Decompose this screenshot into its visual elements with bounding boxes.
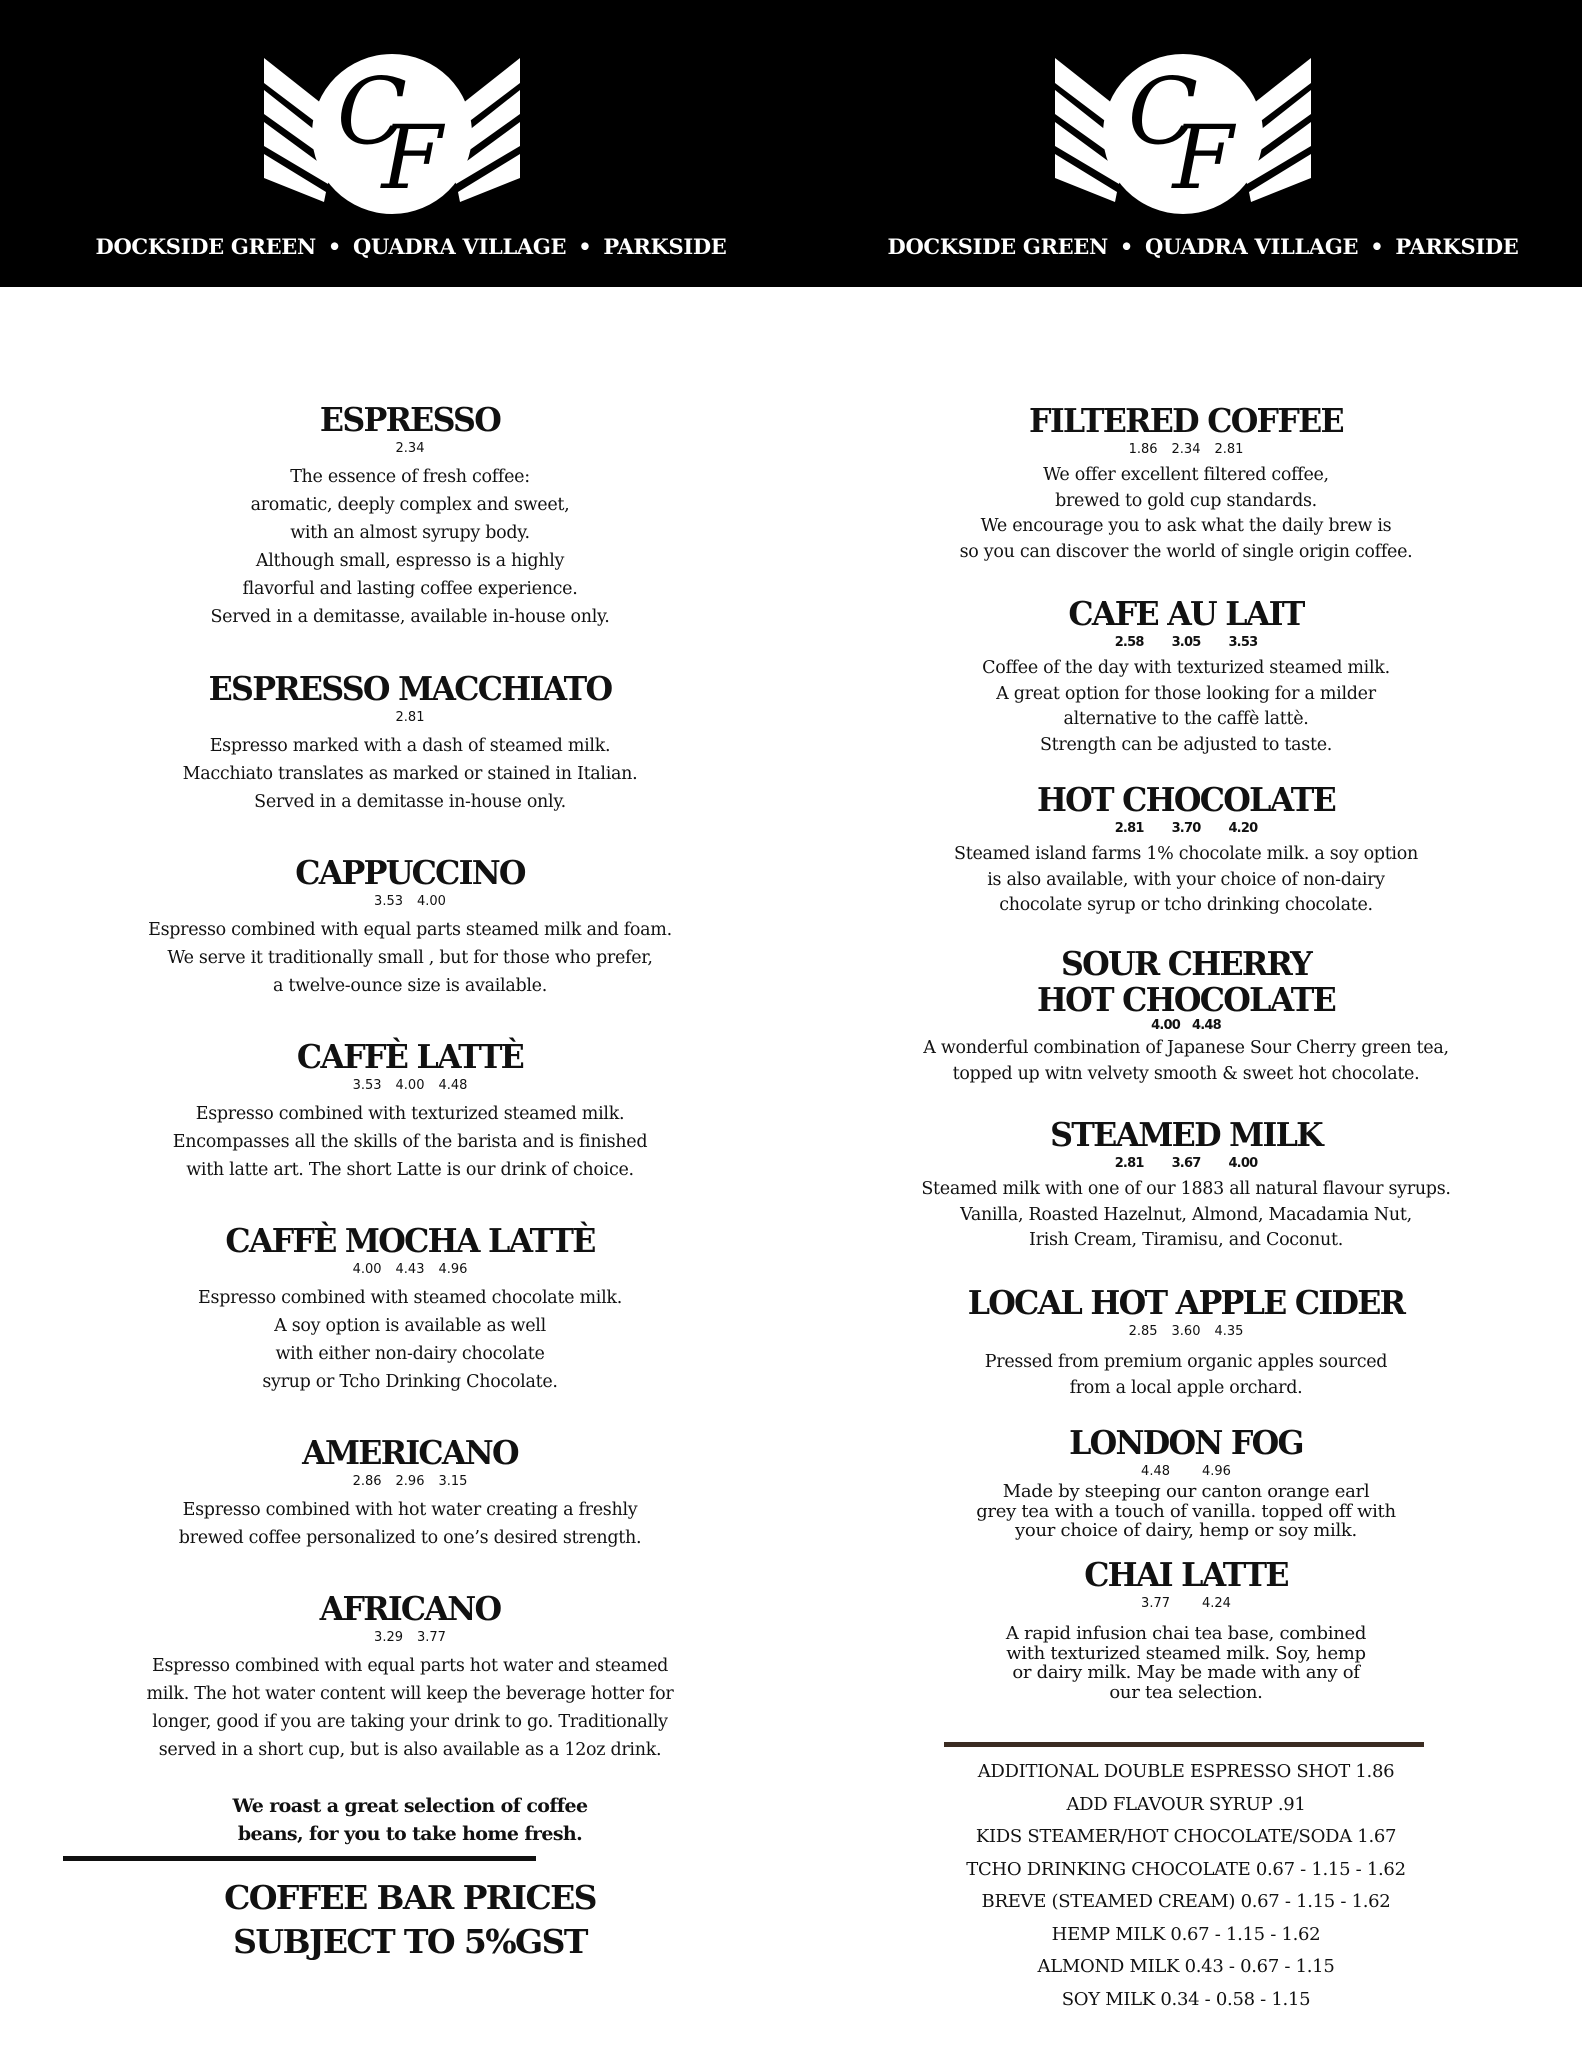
item-description: [95, 1284, 725, 1396]
menu-item-caffe-mocha-latte: [95, 1223, 725, 1396]
add-on-item: TCHO DRINKING CHOCOLATE 0.67 - 1.15 - 1.62: [966, 1858, 1406, 1880]
price: 3.53: [352, 1078, 382, 1093]
description-line: Strength can be adjusted to taste.: [1039, 734, 1333, 755]
price: 3.05: [1171, 635, 1201, 650]
item-prices: [95, 1472, 725, 1492]
description-line: Steamed island farms 1% chocolate milk. a soy option: [954, 844, 1418, 864]
price: 4.43: [395, 1262, 425, 1277]
item-description: [95, 463, 725, 631]
description-line: Espresso combined with hot water creating a freshly: [182, 1500, 638, 1520]
price: 3.29: [374, 1630, 403, 1645]
menu-item-caffe-latte: [95, 1039, 725, 1184]
menu-item-sour-cherry-hot-chocolate: [876, 946, 1496, 1087]
price: 4.96: [438, 1262, 468, 1277]
description-line: grey tea with a touch of vanilla. topped off with: [976, 1500, 1396, 1522]
price: 3.53: [374, 894, 403, 909]
description-line: Macchiato translates as marked or stained in Italian.: [182, 764, 638, 784]
description-line: from a local apple orchard.: [1069, 1377, 1303, 1398]
add-on-item: BREVE (STEAMED CREAM) 0.67 - 1.15 - 1.62: [981, 1891, 1391, 1912]
item-description: [876, 1036, 1496, 1087]
gst-note-line: SUBJECT TO 5%GST: [233, 1922, 587, 1961]
description-line: We offer excellent filtered coffee,: [1043, 465, 1329, 485]
description-line: alternative to the caffè lattè.: [1063, 709, 1309, 729]
divider: [944, 1742, 1424, 1747]
description-line: with either non-dairy chocolate: [275, 1344, 545, 1364]
price: 2.34: [395, 441, 425, 456]
location-name: PARKSIDE: [603, 234, 727, 259]
description-line: brewed coffee personalized to one’s desired strength.: [178, 1528, 642, 1548]
description-line: milk. The hot water content will keep the beverage hotter for: [146, 1684, 674, 1704]
item-title: LOCAL HOT APPLE CIDER: [967, 1283, 1405, 1322]
location-name: DOCKSIDE GREEN: [95, 234, 316, 259]
price: 4.48: [438, 1078, 468, 1093]
item-prices: [876, 1019, 1496, 1033]
description-line: our tea selection.: [1109, 1681, 1263, 1703]
item-title: ESPRESSO: [319, 400, 501, 439]
item-prices: [95, 892, 725, 912]
item-description: [876, 842, 1496, 919]
description-line: A great option for those looking for a milder: [996, 683, 1376, 704]
svg-text:C: C: [1127, 58, 1199, 165]
menu-item-hot-chocolate: [876, 782, 1496, 919]
price: 2.86: [352, 1474, 382, 1489]
separator-dot: •: [1119, 234, 1134, 259]
svg-text:F: F: [1172, 106, 1234, 209]
menu-item-cafe-au-lait: [876, 596, 1496, 758]
description-line: Made by steeping our canton orange earl: [1002, 1481, 1370, 1502]
right-menu-column: [876, 0, 1496, 2048]
description-line: a twelve-ounce size is available.: [273, 976, 547, 996]
description-line: A wonderful combination of Japanese Sour Cherry green tea,: [923, 1038, 1449, 1058]
item-title: CAPPUCCINO: [295, 853, 525, 892]
item-title: ESPRESSO MACCHIATO: [208, 669, 612, 708]
description-line: Espresso combined with steamed chocolate milk.: [198, 1288, 622, 1308]
description-line: Espresso combined with equal parts hot water and steamed: [151, 1656, 669, 1676]
roast-note-line: beans, for you to take home fresh.: [237, 1823, 583, 1845]
description-line: longer, good if you are taking your drink to go. Traditionally: [152, 1712, 668, 1732]
price: 3.15: [438, 1474, 468, 1489]
item-title: LONDON FOG: [1069, 1423, 1303, 1462]
item-prices: [876, 1594, 1496, 1614]
add-on-item: ADDITIONAL DOUBLE ESPRESSO SHOT 1.86: [977, 1761, 1395, 1782]
location-name: DOCKSIDE GREEN: [887, 234, 1108, 259]
price: 3.77: [1141, 1596, 1170, 1611]
description-line: syrup or Tcho Drinking Chocolate.: [262, 1372, 558, 1392]
item-prices: [876, 1462, 1496, 1482]
description-line: Vanilla, Roasted Hazelnut, Almond, Macadamia Nut,: [960, 1204, 1412, 1225]
description-line: Espresso marked with a dash of steamed milk.: [209, 736, 611, 756]
description-line: Espresso combined with texturized steamed milk.: [195, 1104, 625, 1124]
add-on-item: HEMP MILK 0.67 - 1.15 - 1.62: [1051, 1923, 1321, 1945]
roast-note-line: We roast a great selection of coffee: [232, 1795, 588, 1817]
item-description: [95, 1100, 725, 1184]
description-line: topped up witn velvety smooth & sweet hot chocolate.: [952, 1063, 1420, 1084]
price: 4.35: [1214, 1324, 1244, 1339]
item-prices: [95, 708, 725, 728]
item-description: [876, 1624, 1496, 1702]
add-on-item: ADD FLAVOUR SYRUP .91: [1066, 1793, 1306, 1815]
description-line: brewed to gold cup standards.: [1055, 490, 1317, 511]
item-description: [876, 1177, 1496, 1254]
price: 2.85: [1128, 1324, 1158, 1339]
description-line: A soy option is available as well: [274, 1316, 546, 1336]
price: 2.81: [1114, 821, 1144, 836]
item-title: CHAI LATTE: [1084, 1555, 1288, 1594]
description-line: Served in a demitasse in-house only.: [254, 792, 566, 812]
item-prices: [876, 633, 1496, 653]
description-line: Pressed from premium organic apples sourced: [984, 1352, 1388, 1372]
description-line: flavorful and lasting coffee experience.: [242, 579, 578, 599]
item-prices: [876, 1154, 1496, 1174]
item-title: CAFFÈ MOCHA LATTÈ: [225, 1221, 595, 1260]
price: 3.70: [1171, 821, 1201, 836]
item-description: [95, 1496, 725, 1552]
description-line: Irish Cream, Tiramisu, and Coconut.: [1029, 1230, 1343, 1250]
description-line: The essence of fresh coffee:: [290, 467, 530, 487]
separator-dot: •: [578, 234, 592, 259]
item-description: [876, 463, 1496, 565]
description-line: We serve it traditionally small , but for those who prefer,: [167, 948, 653, 968]
item-prices: [95, 1260, 725, 1280]
menu-item-americano: [95, 1435, 725, 1552]
item-prices: [876, 819, 1496, 839]
item-title: FILTERED COFFEE: [1029, 401, 1343, 440]
price: 1.86: [1128, 442, 1158, 457]
left-menu-column: [95, 0, 725, 2048]
description-line: chocolate syrup or tcho drinking chocolate.: [999, 895, 1373, 915]
item-title: SOUR CHERRY: [1060, 944, 1312, 983]
menu-item-cappuccino: [95, 855, 725, 1000]
menu-item-chai-latte: [876, 1557, 1496, 1702]
description-line: Although small, espresso is a highly: [255, 551, 565, 571]
separator-dot: •: [1370, 234, 1384, 259]
description-line: served in a short cup, but is also available as a 12oz drink.: [158, 1740, 662, 1760]
item-prices: [876, 440, 1496, 460]
menu-item-steamed-milk: [876, 1117, 1496, 1254]
description-line: so you can discover the world of single origin coffee.: [959, 541, 1413, 562]
item-prices: [95, 1076, 725, 1096]
description-line: Coffee of the day with texturized steamed milk.: [982, 658, 1390, 678]
item-prices: [95, 439, 725, 459]
item-title: STEAMED MILK: [1050, 1115, 1322, 1154]
add-on-item: KIDS STEAMER/HOT CHOCOLATE/SODA 1.67: [975, 1826, 1397, 1847]
roast-note: [95, 1792, 725, 1848]
location-name: QUADRA VILLAGE: [1145, 234, 1359, 259]
price: 2.96: [395, 1474, 425, 1489]
price: 4.48: [1141, 1464, 1170, 1479]
price: 3.60: [1171, 1324, 1201, 1339]
description-line: Encompasses all the skills of the barista and is finished: [172, 1132, 648, 1152]
item-prices: [95, 1628, 725, 1648]
price: 4.96: [1202, 1464, 1231, 1479]
menu-item-espresso: [95, 402, 725, 631]
description-line: or dairy milk. May be made with any of: [1012, 1662, 1360, 1683]
price: 4.00: [1151, 1018, 1180, 1033]
gst-note-line: COFFEE BAR PRICES: [224, 1878, 596, 1917]
item-title: AFRICANO: [319, 1589, 501, 1628]
item-description: [876, 656, 1496, 758]
description-line: with texturized steamed milk. Soy, hemp: [1006, 1642, 1366, 1664]
item-description: [876, 1482, 1496, 1541]
price: 2.81: [1114, 1156, 1144, 1171]
item-title: CAFFÈ LATTÈ: [296, 1037, 524, 1076]
menu-item-africano: [95, 1591, 725, 1764]
description-line: Espresso combined with equal parts steamed milk and foam.: [148, 920, 672, 940]
price: 4.00: [352, 1262, 382, 1277]
add-on-item: ALMOND MILK 0.43 - 0.67 - 1.15: [1037, 1956, 1335, 1977]
price: 2.81: [395, 710, 425, 725]
price: 3.53: [1228, 635, 1258, 650]
location-name: QUADRA VILLAGE: [353, 234, 567, 259]
item-title: AMERICANO: [302, 1433, 518, 1472]
description-line: is also available, with your choice of non-dairy: [987, 869, 1385, 890]
item-description: [876, 1350, 1496, 1401]
item-title: HOT CHOCOLATE: [1036, 780, 1336, 819]
price: 4.00: [1228, 1156, 1258, 1171]
item-prices: [876, 1322, 1496, 1342]
price: 4.00: [417, 894, 446, 909]
description-line: your choice of dairy, hemp or soy milk.: [1015, 1520, 1357, 1541]
description-line: aromatic, deeply complex and sweet,: [250, 495, 570, 515]
price: 4.24: [1202, 1596, 1231, 1611]
divider: [63, 1856, 536, 1861]
price: 4.00: [395, 1078, 425, 1093]
item-title: HOT CHOCOLATE: [1036, 980, 1336, 1019]
gst-note: [95, 1876, 725, 1964]
menu-item-london-fog: [876, 1425, 1496, 1541]
description-line: We encourage you to ask what the daily brew is: [980, 516, 1392, 536]
description-line: Steamed milk with one of our 1883 all natural flavour syrups.: [921, 1179, 1451, 1199]
menu-item-filtered-coffee: [876, 403, 1496, 565]
description-line: with latte art. The short Latte is our drink of choice.: [186, 1160, 634, 1180]
price: 3.67: [1171, 1156, 1201, 1171]
location-name: PARKSIDE: [1395, 234, 1519, 259]
price: 4.20: [1228, 821, 1258, 836]
svg-text:F: F: [381, 106, 443, 209]
item-description: [95, 732, 725, 816]
price: 4.48: [1192, 1018, 1221, 1033]
description-line: Served in a demitasse, available in-house only.: [210, 607, 610, 627]
svg-text:C: C: [336, 58, 408, 165]
description-line: with an almost syrupy body.: [290, 523, 530, 543]
separator-dot: •: [327, 234, 342, 259]
item-description: [95, 916, 725, 1000]
menu-item-espresso-macchiato: [95, 671, 725, 816]
add-ons-list: [876, 1756, 1496, 2016]
item-description: [95, 1652, 725, 1764]
price: 2.58: [1114, 635, 1144, 650]
price: 3.77: [417, 1630, 446, 1645]
add-on-item: SOY MILK 0.34 - 0.58 - 1.15: [1061, 1988, 1311, 2010]
description-line: A rapid infusion chai tea base, combined: [1005, 1623, 1367, 1644]
item-title: CAFE AU LAIT: [1068, 594, 1304, 633]
menu-item-local-hot-apple-cider: [876, 1285, 1496, 1401]
price: 2.81: [1214, 442, 1244, 457]
price: 2.34: [1171, 442, 1201, 457]
